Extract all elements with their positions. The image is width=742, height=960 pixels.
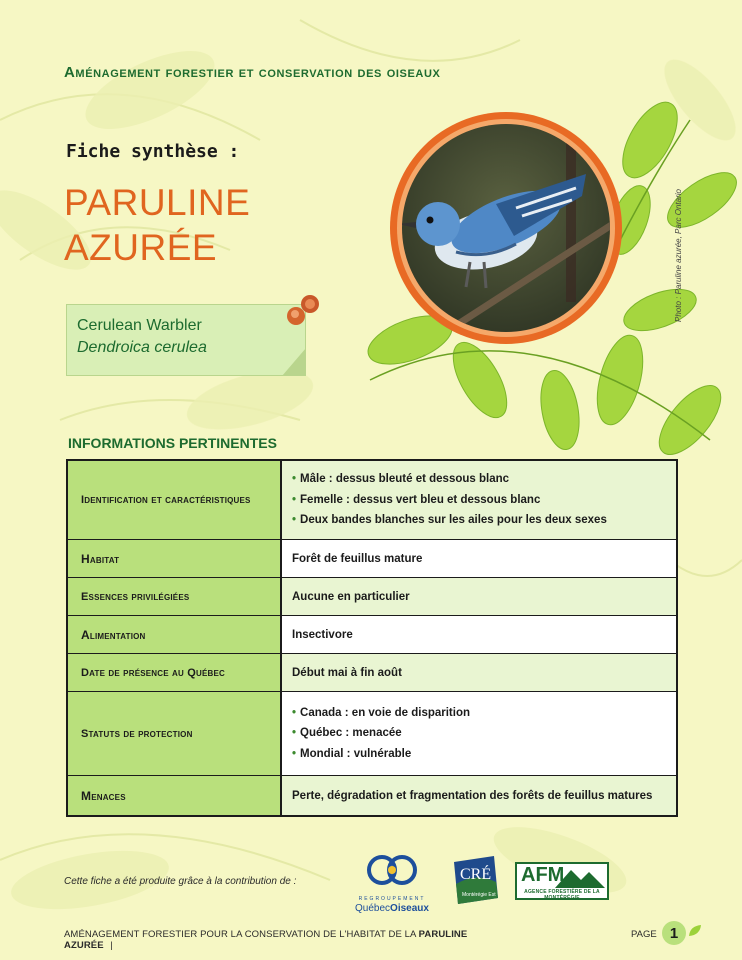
table-row-statuts xyxy=(68,691,676,775)
table-row-label: Identification et caractéristiques xyxy=(68,461,282,539)
card-fold-corner xyxy=(282,348,308,378)
table-row-date-presence xyxy=(68,653,676,691)
table-row-label: Menaces xyxy=(68,776,282,815)
bullet-item: • Québec : menacée xyxy=(292,727,402,740)
bird-photo xyxy=(386,112,626,352)
roq-logo xyxy=(352,852,432,916)
table-row-label: Essences privilégiées xyxy=(68,578,282,615)
pushpin-icon xyxy=(282,292,322,332)
footer-line: AMÉNAGEMENT FORESTIER POUR LA CONSERVATION DE L'HABITAT DE LA PARULINE AZURÉE | xyxy=(64,929,468,951)
table-row-label: Alimentation xyxy=(68,616,282,653)
section-heading: INFORMATIONS PERTINENTES xyxy=(68,435,277,451)
table-row-label: Habitat xyxy=(68,540,282,577)
roq-logo-line2: QuébecOiseaux xyxy=(355,903,429,914)
table-row-menaces xyxy=(68,775,676,815)
leaf-icon xyxy=(688,924,702,938)
table-row-essences xyxy=(68,577,676,615)
info-table xyxy=(66,459,678,817)
latin-name: Dendroica cerulea xyxy=(77,339,207,356)
table-row-value xyxy=(282,461,676,539)
table-row-value: Perte, dégradation et fragmentation des forêts de feuillus matures xyxy=(282,776,676,815)
table-row-label: Date de présence au Québec xyxy=(68,654,282,691)
cre-logo-text: CRÉ xyxy=(460,866,492,883)
bullet-item: • Mondial : vulnérable xyxy=(292,747,412,760)
header-title: Aménagement forestier et conservation des oiseaux xyxy=(64,64,441,81)
table-row-value: Forêt de feuillus mature xyxy=(292,552,423,565)
roq-logo-mark xyxy=(352,852,432,896)
bullet-item: • Femelle : dessus vert bleu et dessous blanc xyxy=(292,493,541,506)
photo-credit: Photo : Paruline azurée, Parc Ontario xyxy=(674,189,683,322)
table-row-identification xyxy=(68,461,676,539)
page-number-badge xyxy=(662,921,686,945)
afm-logo-text: AFM xyxy=(521,864,565,886)
page-label: PAGE xyxy=(631,929,657,940)
page-number: 1 xyxy=(669,924,679,942)
table-row-value: Aucune en particulier xyxy=(282,578,676,615)
cre-logo-sub: Montérégie Est xyxy=(462,892,496,898)
table-row-value: Début mai à fin août xyxy=(282,654,676,691)
table-row-habitat xyxy=(68,539,676,577)
afm-logo xyxy=(515,862,609,902)
species-title xyxy=(64,180,250,270)
species-title-line-1: PARULINE xyxy=(64,182,251,223)
fiche-subtitle: Fiche synthèse : xyxy=(66,141,240,162)
bullet-item: • Deux bandes blanches sur les ailes pour les deux sexes xyxy=(292,514,607,527)
table-row-value xyxy=(282,692,676,775)
bullet-item: • Canada : en voie de disparition xyxy=(292,706,471,719)
table-row-value: Insectivore xyxy=(292,628,353,641)
contribution-text: Cette fiche a été produite grâce à la contribution de : xyxy=(64,876,297,887)
table-row-alimentation xyxy=(68,615,676,653)
roq-logo-line1: REGROUPEMENT xyxy=(358,896,426,902)
bullet-item: • Mâle : dessus bleuté et dessous blanc xyxy=(292,473,510,486)
common-name: Cerulean Warbler xyxy=(77,317,202,334)
cre-logo xyxy=(452,854,500,906)
afm-logo-sub: AGENCE FORESTIÈRE DE LA MONTÉRÉGIE xyxy=(524,889,600,901)
species-name-card xyxy=(66,304,306,376)
species-title-line-2: AZURÉE xyxy=(64,227,218,268)
table-row-label: Statuts de protection xyxy=(68,692,282,775)
